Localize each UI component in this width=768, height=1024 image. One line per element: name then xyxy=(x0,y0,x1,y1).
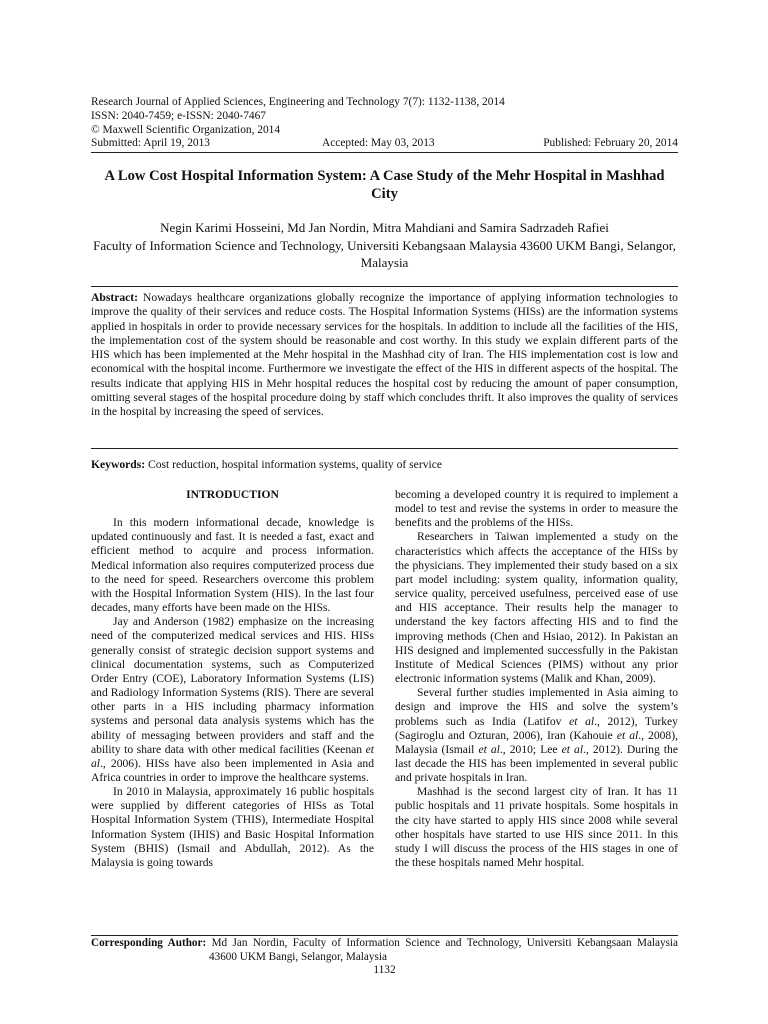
abstract-top-rule xyxy=(91,286,678,287)
journal-line: Research Journal of Applied Sciences, Engineering and Technology 7(7): 1132-1138, 2014 xyxy=(91,96,505,108)
paragraph: Several further studies implemented in Asia aiming to design and improve the HIS and solve the system’s problems such as India (Latifov et al., 2012), Turkey (Sagiroglu and Ozturan, 2006), Iran (Kahouie et al., 2008), Malaysia (Ismail et al., 2010; Lee et al., 2012). During the last decade the HIS has been implemented in several public and private hospitals in Iran. xyxy=(395,686,678,785)
section-heading-introduction: INTRODUCTION xyxy=(186,488,279,501)
dates-row xyxy=(91,136,678,153)
paragraph: In this modern informational decade, knowledge is updated continuously and fast. It is needed a fast, exact and efficient method to acquire and process information. Medical information also requires computerized process due to the need for speed. Researchers overcome this problem with the Hospital Information System (HIS). In the last four decades, many efforts have been made on the HISs. xyxy=(91,516,374,615)
issn-line: ISSN: 2040-7459; e-ISSN: 2040-7467 xyxy=(91,110,266,122)
keywords xyxy=(91,458,678,472)
left-column xyxy=(91,488,374,870)
paper-title: A Low Cost Hospital Information System: A Case Study of the Mehr Hospital in Mashhad City xyxy=(104,168,665,202)
published-date: Published: February 20, 2014 xyxy=(543,137,678,149)
abstract-text: Nowadays healthcare organizations globally recognize the importance of applying information technologies to improve the quality of their services and reduce costs. The Hospital Information Systems (HISs) are the information systems applied in hospitals in order to provide necessary services for the hospitals. In addition to include all the facilities of the HIS, the implementation cost of the system should be reasonable and cost worthy. In this study we explain different parts of the HIS which has been implemented at the Mehr hospital in the Mashhad city of Iran. The HIS implementation cost is low and economical with the hospital income. Furthermore we investigate the effect of the HIS in different aspects of the hospital. The results indicate that applying HIS in Mehr hospital reduces the hospital cost by reducing the amount of paper consumption, omitting several stages of the hospital procedure doing by staff which concludes thrift. It also improves the quality of services in the hospital by increasing the speed of services. xyxy=(91,291,678,419)
corresponding-author-text: Md Jan Nordin, Faculty of Information Science and Technology, Universiti Kebangsaan Malaysia xyxy=(211,937,679,949)
paragraph: Researchers in Taiwan implemented a study on the characteristics which affects the acceptance of the HISs by the physicians. They implemented their study based on a six part model including: system quality, information quality, service quality, perceived usefulness, perceived ease of use and HIS acceptance. Their results help the manager to understand the key factors affecting HIS and to find the improving methods (Chen and Hsiao, 2012). In Pakistan an HIS designed and implemented successfully in the Pakistan Institute of Medical Sciences (PIMS) without any prior electronic information systems (Malik and Khan, 2009). xyxy=(395,530,678,686)
right-column xyxy=(395,488,678,870)
paragraph: In 2010 in Malaysia, approximately 16 public hospitals were supplied by different categories of HISs as Total Hospital Information System (THIS), Intermediate Hospital Information System (IHIS) and Basic Hospital Information System (BHIS) (Ismail and Abdullah, 2012). As the Malaysia is going towards xyxy=(91,785,374,869)
abstract xyxy=(91,291,678,420)
submitted-date: Submitted: April 19, 2013 xyxy=(91,137,210,149)
paragraph: Mashhad is the second largest city of Iran. It has 11 public hospitals and 11 private hospitals. Some hospitals in the city have started to apply HIS since 2008 while several other hospitals have started to use HIS since 2011. In this study I will discuss the process of the HIS stages in one of the these hospitals named Mehr hospital. xyxy=(395,785,678,870)
corresponding-author-address: 43600 UKM Bangi, Selangor, Malaysia xyxy=(209,950,387,963)
abstract-label: Abstract: xyxy=(91,291,139,304)
paragraph: Jay and Anderson (1982) emphasize on the increasing need of the computerized medical services and HIS. HISs generally consist of strategic decision support systems and clinical documentation systems, such as Computerized Order Entry (COE), Laboratory Information Systems (LIS) and Radiology Information Systems (RIS). There are several other parts in a HIS including pharmacy information systems and personal data analysis systems which has the ability of messaging between providers and staff and the ability to share data with other medical facilities (Keenan et al., 2006). HISs have also been implemented in Asia and Africa countries in order to improve the healthcare systems. xyxy=(91,615,374,784)
keywords-label: Keywords: xyxy=(91,458,146,471)
authors-block xyxy=(91,219,678,272)
author-list: Negin Karimi Hosseini, Md Jan Nordin, Mitra Mahdiani and Samira Sadrzadeh Rafiei xyxy=(160,220,609,235)
keywords-text: Cost reduction, hospital information systems, quality of service xyxy=(148,458,442,471)
abstract-bottom-rule xyxy=(91,448,678,449)
corresponding-author-footnote xyxy=(91,937,678,964)
footnote-rule xyxy=(91,935,678,936)
paragraph: becoming a developed country it is required to implement a model to test and revise the systems in order to measure the benefits and the problems of the HISs. xyxy=(395,488,678,530)
copyright-line: © Maxwell Scientific Organization, 2014 xyxy=(91,124,281,136)
accepted-date: Accepted: May 03, 2013 xyxy=(322,137,435,149)
corresponding-author-label: Corresponding Author: xyxy=(91,937,207,949)
page-number: 1132 xyxy=(373,964,396,976)
affiliation: Faculty of Information Science and Technology, Universiti Kebangsaan Malaysia 43600 UKM Bangi, Selangor, Malaysia xyxy=(93,237,676,270)
